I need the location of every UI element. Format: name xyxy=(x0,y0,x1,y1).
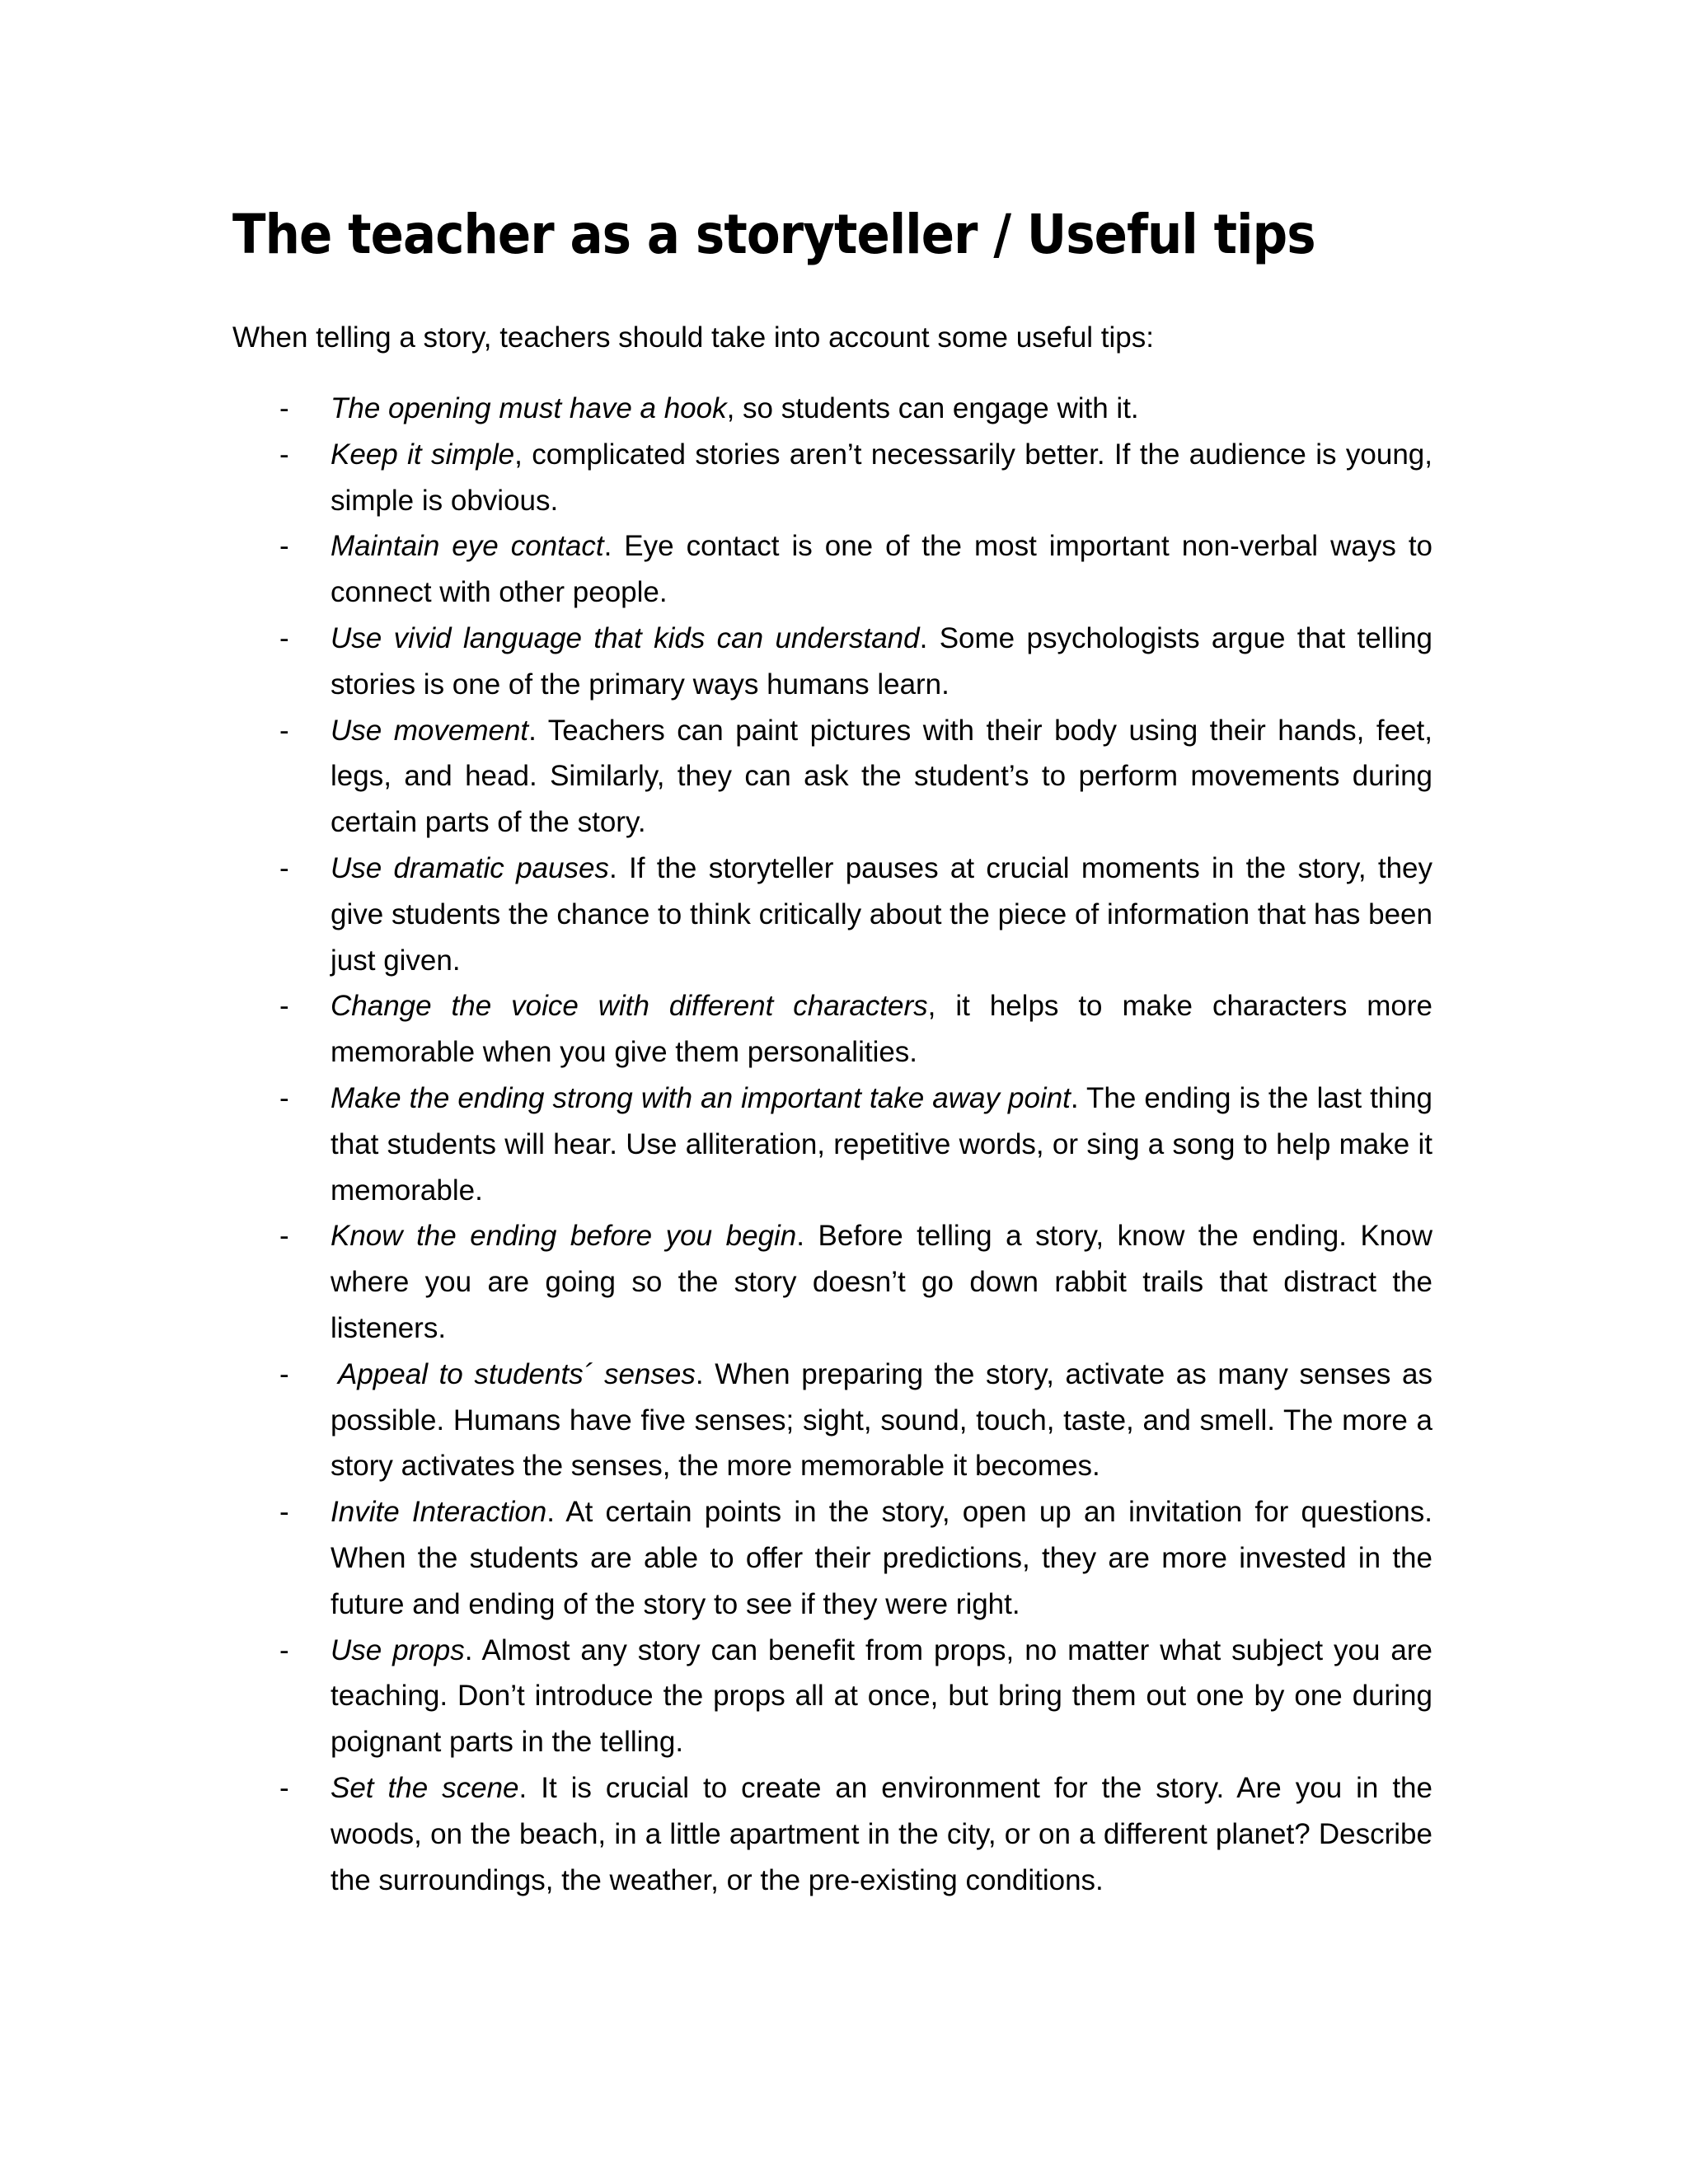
intro-paragraph: When telling a story, teachers should take into account some useful tips: xyxy=(232,321,1155,354)
bullet-dash: - xyxy=(279,530,289,563)
tip-text: . The ending is the last thing that students will hear. Use alliteration, repetitive words, or sing a song to help make it memorable. xyxy=(331,1081,1432,1207)
tip-text: . It is crucial to create an environment for the story. Are you in the woods, on the beach, in a little apartment in the city, or on a different planet? Describe the surroundings, the weather, or the pre-existing conditions. xyxy=(331,1771,1432,1896)
tip-emphasis: Invite Interaction xyxy=(331,1496,547,1529)
tips-list xyxy=(232,386,1432,1903)
tip-emphasis: Set the scene xyxy=(331,1771,519,1804)
tip-emphasis: Keep it simple xyxy=(331,438,515,471)
tip-emphasis: Use props xyxy=(331,1633,465,1666)
bullet-dash: - xyxy=(279,392,289,424)
bullet-dash: - xyxy=(279,1357,289,1390)
tip-text: , complicated stories aren’t necessarily better. If the audience is young, simple is obvious. xyxy=(331,438,1432,517)
tip-text: , it helps to make characters more memorable when you give them personalities. xyxy=(331,990,1433,1069)
list-item xyxy=(232,1765,1432,1903)
list-item xyxy=(232,846,1432,983)
bullet-dash: - xyxy=(279,851,289,884)
tip-emphasis: Use movement xyxy=(331,714,529,747)
bullet-dash: - xyxy=(279,621,289,654)
tip-emphasis: Know the ending before you begin xyxy=(331,1220,797,1253)
list-item xyxy=(232,432,1432,524)
list-item xyxy=(232,1213,1432,1351)
tip-text: . When preparing the story, activate as many senses as possible. Humans have five senses; sight, sound, touch, taste, and smell. The more a story activates the senses, the more memorable it becomes. xyxy=(331,1357,1432,1483)
tip-text: . Eye contact is one of the most important non-verbal ways to connect with other people. xyxy=(331,530,1433,609)
bullet-dash: - xyxy=(279,1081,289,1114)
tip-text: . Teachers can paint pictures with their body using their hands, feet, legs, and head. Similarly, they can ask the student’s to perform movements during certain parts of the story. xyxy=(331,714,1432,839)
tip-emphasis: Appeal to students´ senses xyxy=(338,1357,696,1390)
bullet-dash: - xyxy=(279,1633,289,1666)
tip-emphasis: Use vivid language that kids can understand xyxy=(331,621,920,654)
list-item xyxy=(232,523,1432,616)
page-title: The teacher as a storyteller / Useful tips xyxy=(232,203,1315,266)
tip-emphasis: The opening must have a hook xyxy=(331,392,727,424)
bullet-dash: - xyxy=(279,1496,289,1529)
bullet-dash: - xyxy=(279,438,289,471)
bullet-dash: - xyxy=(279,990,289,1023)
tip-emphasis: Make the ending strong with an important take away point xyxy=(331,1081,1071,1114)
tip-text: . Before telling a story, know the ending. Know where you are going so the story doesn’t go down rabbit trails that distract the listeners. xyxy=(331,1220,1432,1344)
tip-text: . Almost any story can benefit from props, no matter what subject you are teaching. Don’t introduce the props all at once, but bring them out one by one during poignant parts in the telling. xyxy=(331,1633,1432,1759)
bullet-dash: - xyxy=(279,1220,289,1253)
list-item xyxy=(232,983,1432,1076)
document-page xyxy=(232,190,1432,1903)
list-item xyxy=(232,1076,1432,1213)
tip-text: . Some psychologists argue that telling stories is one of the primary ways humans learn. xyxy=(331,621,1432,701)
list-item xyxy=(232,1489,1432,1627)
tip-text: . At certain points in the story, open up an invitation for questions. When the students are able to offer their predictions, they are more invested in the future and ending of the story to see if they were right. xyxy=(331,1496,1432,1620)
tip-emphasis: Maintain eye contact xyxy=(331,530,604,563)
list-item xyxy=(232,1352,1432,1489)
list-item xyxy=(232,386,1432,432)
bullet-dash: - xyxy=(279,714,289,747)
tip-text: , so students can engage with it. xyxy=(726,392,1139,424)
tip-emphasis: Change the voice with different characters xyxy=(331,990,928,1023)
tip-emphasis: Use dramatic pauses xyxy=(331,851,609,884)
tip-text: . If the storyteller pauses at crucial moments in the story, they give students the chance to think critically about the piece of information that has been just given. xyxy=(331,851,1433,977)
list-item xyxy=(232,708,1432,846)
list-item xyxy=(232,1628,1432,1765)
bullet-dash: - xyxy=(279,1771,289,1804)
list-item xyxy=(232,616,1432,708)
